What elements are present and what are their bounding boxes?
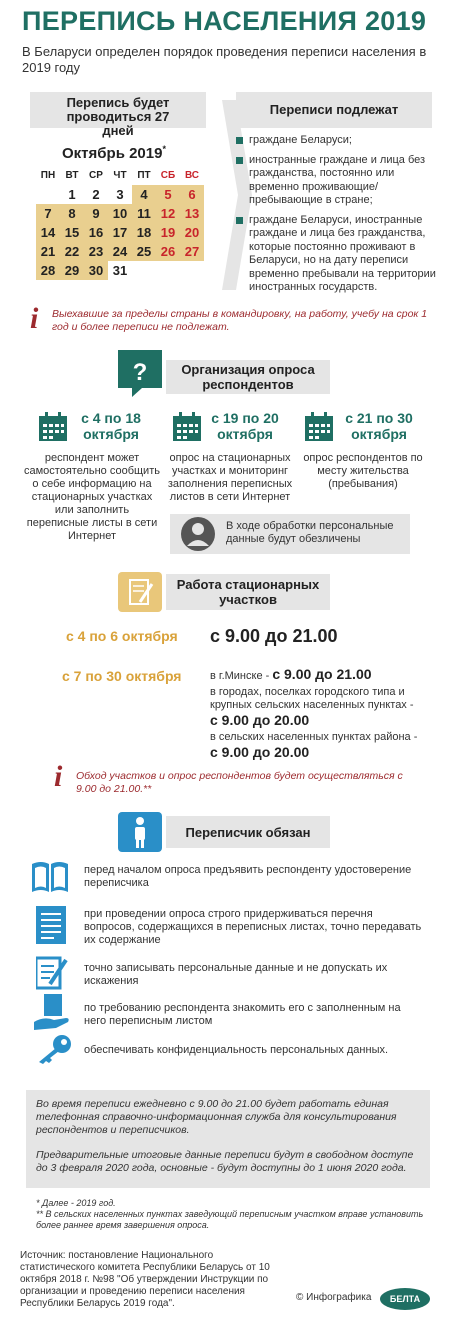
stations-period1: с 4 по 6 октября: [66, 628, 178, 644]
calendar-day: 10: [108, 204, 132, 223]
calendar-week-row: [36, 261, 206, 280]
period-title: с 19 по 20 октября: [211, 410, 279, 442]
calendar-day: 7: [36, 204, 60, 223]
note-outside-country: Выехавшие за пределы страны в командировку, на работу, учебу на срок 1 год и более переписи не подлежат.: [52, 308, 428, 333]
edit-document-icon: [118, 572, 162, 612]
calendar-day: 3: [116, 187, 124, 202]
calendar-title: [62, 144, 166, 162]
calendar-weekday: ЧТ: [113, 170, 127, 181]
calendar-day: 26: [156, 242, 180, 261]
calendar-month: Октябрь 2019: [62, 145, 163, 162]
anonymization-text: В ходе обработки персональные данные будут обезличены: [226, 520, 394, 545]
stations-header-label: Работа стационарных участков: [176, 577, 320, 607]
calendar-day: 8: [60, 204, 84, 223]
notepad-icon: [36, 954, 68, 990]
stations-period2: с 7 по 30 октября: [62, 668, 182, 684]
calendar-day: 16: [84, 223, 108, 242]
page-title: ПЕРЕПИСЬ НАСЕЛЕНИЯ 2019: [22, 6, 427, 36]
footnote-2: ** В сельских населенных пунктах заведующий переписным участком вправе установить более раннее время завершения опроса.: [36, 1209, 424, 1230]
period-text: опрос респондентов по месту жительства (пребывания): [303, 452, 423, 490]
note-survey-hours: Обход участков и опрос респондентов будет осуществляться с 9.00 до 21.00.**: [76, 770, 403, 795]
calendar-day: 4: [132, 185, 156, 204]
period-text: опрос на стационарных участках и мониторинг заполнения переписных листов в сети Интернет: [167, 452, 293, 503]
calendar-day: 11: [132, 204, 156, 223]
source-text: Источник: постановление Национального статистического комитета Республики Беларусь от 10 октября 2018 г. №98 "Об утверждении Инструкции по организации и проведению переписи населения Республики Беларусь 2019 года".: [20, 1250, 270, 1309]
calendar-empty-cell: [180, 261, 204, 280]
calendar-day: 25: [132, 242, 156, 261]
calendar-week-row: [36, 223, 206, 242]
calendar-day: 6: [180, 185, 204, 204]
question-icon: [118, 352, 162, 396]
info-icon: i: [54, 760, 63, 793]
calendar-empty-cell: [156, 261, 180, 280]
list-item: [236, 134, 436, 148]
duty-item: перед началом опроса предъявить респонденту удостоверение переписчика: [84, 864, 412, 889]
minsk-time: с 9.00 до 21.00: [272, 666, 372, 682]
survey-header-label: Организация опроса респондентов: [181, 362, 315, 392]
calendar-day: 14: [36, 223, 60, 242]
calendar-day: 27: [180, 242, 204, 261]
calendar-weekday: ПН: [40, 170, 56, 181]
calendar-weekday-row: [36, 166, 206, 185]
duty-item: точно записывать персональные данные и не допускать их искажения: [84, 962, 388, 987]
calendar-day: 1: [68, 187, 76, 202]
calendar-week-row: [36, 185, 206, 204]
subject-item-text: иностранные граждане и лица без гражданства, постоянно или временно проживающие/пребывающие в стране;: [249, 153, 426, 206]
calendar: [36, 166, 206, 280]
duty-item: при проведении опроса строго придерживаться перечня вопросов, содержащихся в переписных листах, точно передавать их содержание: [84, 908, 422, 946]
subject-item-text: граждане Беларуси, иностранные граждане и лица без гражданства, которые постоянно проживают в Беларуси, но на дату переписи временно пребывали на территории иностранных государств.: [249, 213, 436, 293]
list-item: [236, 154, 436, 208]
calendar-icon: [38, 412, 68, 442]
stations-time1: с 9.00 до 21.00: [210, 626, 338, 646]
calendar-day: 28: [36, 261, 60, 280]
calendar-day: 18: [132, 223, 156, 242]
calendar-icon: [172, 412, 202, 442]
calendar-day: 22: [60, 242, 84, 261]
bullet-square-icon: [236, 157, 243, 164]
credit-text: © Инфографика: [296, 1292, 372, 1303]
period-text: респондент может самостоятельно сообщить о себе информацию на стационарных участках или заполнить переписные листы в сети Интернет: [24, 452, 160, 542]
subject-header-label: Переписи подлежат: [269, 102, 399, 117]
svg-text:?: ?: [132, 359, 148, 386]
calendar-day: 23: [84, 242, 108, 261]
survey-header: [166, 360, 330, 394]
footnote-1: * Далее - 2019 год.: [36, 1198, 116, 1208]
calendar-day: 12: [156, 204, 180, 223]
period-title: с 21 по 30 октября: [345, 410, 413, 442]
calendar-week-row: [36, 242, 206, 261]
calendar-day: 24: [108, 242, 132, 261]
calendar-icon: [304, 412, 334, 442]
calendar-day: 19: [156, 223, 180, 242]
calendar-asterisk: *: [162, 144, 166, 154]
page-subtitle: В Беларуси определен порядок проведения переписи населения в 2019 году: [22, 44, 427, 75]
person-icon: [180, 514, 216, 554]
belta-logo-text: БЕЛТА: [389, 1294, 421, 1304]
duration-label: Перепись будет проводиться 27 дней: [66, 95, 170, 138]
minsk-label: в г.Минске -: [210, 670, 273, 682]
duties-header-label: Переписчик обязан: [185, 824, 311, 840]
calendar-day: 9: [84, 204, 108, 223]
calendar-day: 17: [108, 223, 132, 242]
calendar-day: 20: [180, 223, 204, 242]
calendar-day: 13: [180, 204, 204, 223]
calendar-empty-cell: [36, 185, 60, 204]
book-icon: [30, 860, 70, 894]
calendar-weekday: СР: [89, 170, 103, 181]
notes-phone-service: Во время переписи ежедневно с 9.00 до 21.00 будет работать единая телефонная справочно-информационная служба для консультирования респондентов и переписчиков.: [36, 1098, 397, 1136]
bullet-square-icon: [236, 217, 243, 224]
key-icon: [36, 1034, 72, 1064]
duties-header: [166, 816, 330, 848]
enumerator-icon: [118, 812, 162, 852]
subject-header: [236, 92, 432, 128]
duty-item: по требованию респондента знакомить его с заполненным на него переписным листом: [84, 1002, 401, 1027]
calendar-day: 30: [84, 261, 108, 280]
calendar-weekday: ВС: [184, 170, 200, 181]
stations-header: [166, 574, 330, 610]
calendar-day: 31: [112, 263, 128, 278]
calendar-weekday: СБ: [160, 170, 176, 181]
belta-logo: [380, 1288, 430, 1310]
calendar-week-row: [36, 204, 206, 223]
period-title: с 4 по 18 октября: [81, 410, 141, 442]
notes-results: Предварительные итоговые данные переписи будут в свободном доступе до 3 февраля 2020 года, основные - будут доступны до 1 июня 2020 года.: [36, 1149, 414, 1174]
calendar-weekday: ВТ: [65, 170, 79, 181]
calendar-day: 21: [36, 242, 60, 261]
calendar-day: 2: [92, 187, 100, 202]
duty-item: обеспечивать конфиденциальность персональных данных.: [84, 1044, 389, 1056]
subject-list: [236, 134, 436, 301]
hand-document-icon: [34, 994, 72, 1032]
calendar-empty-cell: [132, 261, 156, 280]
calendar-weekday: ПТ: [137, 170, 151, 181]
calendar-day: 5: [156, 185, 180, 204]
bullet-square-icon: [236, 137, 243, 144]
info-icon: i: [30, 302, 39, 335]
notes-box: [26, 1090, 430, 1188]
rural-time: с 9.00 до 20.00: [210, 744, 310, 760]
document-icon: [36, 906, 66, 944]
list-item: [236, 214, 436, 295]
rural-label: в сельских населенных пунктах района -: [210, 731, 418, 743]
towns-time: с 9.00 до 20.00: [210, 712, 310, 728]
subject-item-text: граждане Беларуси;: [249, 134, 352, 146]
minsk-hours: [210, 666, 430, 684]
calendar-day: 15: [60, 223, 84, 242]
calendar-day: 29: [60, 261, 84, 280]
towns-label: в городах, поселках городского типа и крупных сельских населенных пунктах -: [210, 686, 414, 711]
duration-header: [30, 92, 206, 138]
